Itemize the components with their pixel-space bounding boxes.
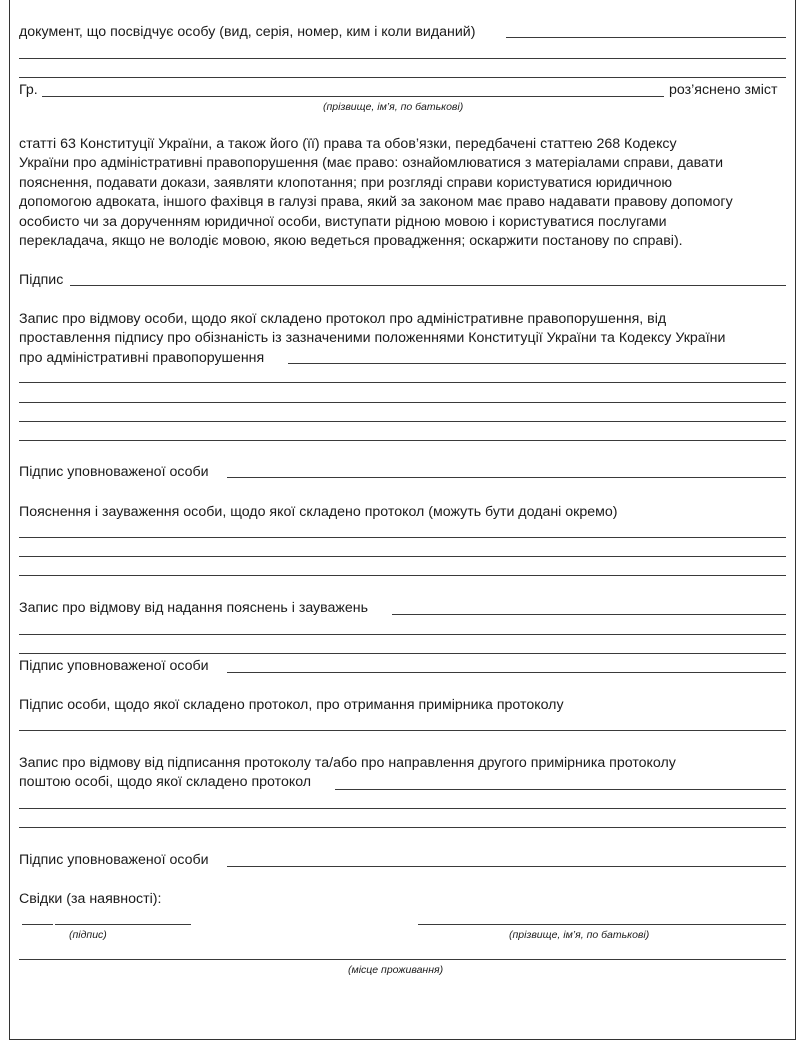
- witness-address-field[interactable]: [19, 959, 786, 960]
- rights-paragraph: [19, 135, 787, 251]
- rights-line: особисто чи за дорученням юридичної особи, виступати рідною мовою і користуватися послугами: [19, 213, 667, 230]
- rights-line: допомогою адвоката, іншого фахівця в галузі права, який за законом має право надавати правову допомогу: [19, 194, 733, 211]
- refusal-protocol-field[interactable]: [335, 789, 786, 790]
- authorized-signature-label-3: Підпис уповноваженої особи: [19, 852, 209, 868]
- witnesses-label: Свідки (за наявності):: [19, 891, 162, 907]
- id-document-field-line-2[interactable]: [19, 58, 786, 59]
- refusal-sign-field-line-3[interactable]: [19, 402, 786, 403]
- id-document-field[interactable]: [506, 37, 786, 38]
- refusal-sign-field[interactable]: [288, 363, 786, 364]
- explanations-field-line-1[interactable]: [19, 537, 786, 538]
- refusal-protocol-field-line-2[interactable]: [19, 808, 786, 809]
- id-document-field-line-3[interactable]: [19, 77, 786, 78]
- citizen-prefix: Гр.: [19, 82, 38, 98]
- signature-field[interactable]: [70, 285, 786, 286]
- refusal-sign-paragraph: [19, 310, 787, 368]
- witness-signature-field-b[interactable]: [55, 924, 191, 925]
- citizen-name-field[interactable]: [42, 96, 664, 97]
- authorized-signature-field-2[interactable]: [227, 672, 786, 673]
- witness-address-caption: (місце проживання): [348, 964, 444, 976]
- refusal-sign-line: Запис про відмову особи, щодо якої складено протокол про адміністративне правопорушення, від: [19, 311, 667, 327]
- authorized-signature-label-1: Підпис уповноваженої особи: [19, 464, 209, 480]
- refusal-sign-line: про адміністративні правопорушення: [19, 349, 265, 366]
- explanations-label: Пояснення і зауваження особи, щодо якої складено протокол (можуть бути додані окремо): [19, 504, 618, 520]
- refusal-protocol-line: поштою особі, щодо якої складено протокол: [19, 774, 312, 791]
- rights-line: перекладача, якщо не володіє мовою, якою ведеться провадження; оскаржити постанову по справі).: [19, 233, 683, 250]
- name-caption: (прізвище, ім’я, по батькові): [323, 101, 464, 113]
- explained-suffix: роз’яснено зміст: [669, 82, 778, 98]
- refusal-explanations-field-line-2[interactable]: [19, 634, 786, 635]
- signature-label: Підпис: [19, 272, 64, 288]
- refusal-sign-field-line-5[interactable]: [19, 440, 786, 441]
- refusal-explanations-field[interactable]: [392, 614, 786, 615]
- refusal-sign-line: проставлення підпису про обізнаність із зазначеними положеннями Конституції України та Кодексу України: [19, 330, 726, 347]
- authorized-signature-label-2: Підпис уповноваженої особи: [19, 658, 209, 674]
- refusal-protocol-line: Запис про відмову від підписання протоколу та/або про направлення другого примірника протоколу: [19, 755, 676, 771]
- witness-name-field[interactable]: [418, 924, 786, 925]
- authorized-signature-field-3[interactable]: [227, 866, 786, 867]
- copy-receipt-field[interactable]: [19, 730, 786, 731]
- refusal-protocol-paragraph: [19, 754, 787, 793]
- copy-receipt-label: Підпис особи, щодо якої складено протокол, про отримання примірника протоколу: [19, 697, 564, 713]
- id-document-label: документ, що посвідчує особу (вид, серія, номер, ким і коли виданий): [19, 24, 476, 40]
- refusal-sign-field-line-4[interactable]: [19, 421, 786, 422]
- refusal-explanations-field-line-3[interactable]: [19, 653, 786, 654]
- authorized-signature-field-1[interactable]: [227, 477, 786, 478]
- witness-signature-caption: (підпис): [69, 929, 107, 941]
- explanations-field-line-2[interactable]: [19, 556, 786, 557]
- witness-signature-field-a[interactable]: [22, 924, 53, 925]
- witness-name-caption: (прізвище, ім’я, по батькові): [509, 929, 650, 941]
- refusal-explanations-label: Запис про відмову від надання пояснень і зауважень: [19, 600, 369, 616]
- explanations-field-line-3[interactable]: [19, 575, 786, 576]
- rights-line: статті 63 Конституції України, а також його (її) права та обов’язки, передбачені статтею 268 Кодексу: [19, 136, 677, 152]
- rights-line: України про адміністративні правопорушення (має право: ознайомлюватися з матеріалами справи, давати: [19, 155, 724, 172]
- rights-line: пояснення, подавати докази, заявляти клопотання; при розгляді справи користуватися юридичною: [19, 174, 672, 191]
- refusal-protocol-field-line-3[interactable]: [19, 827, 786, 828]
- refusal-sign-field-line-2[interactable]: [19, 382, 786, 383]
